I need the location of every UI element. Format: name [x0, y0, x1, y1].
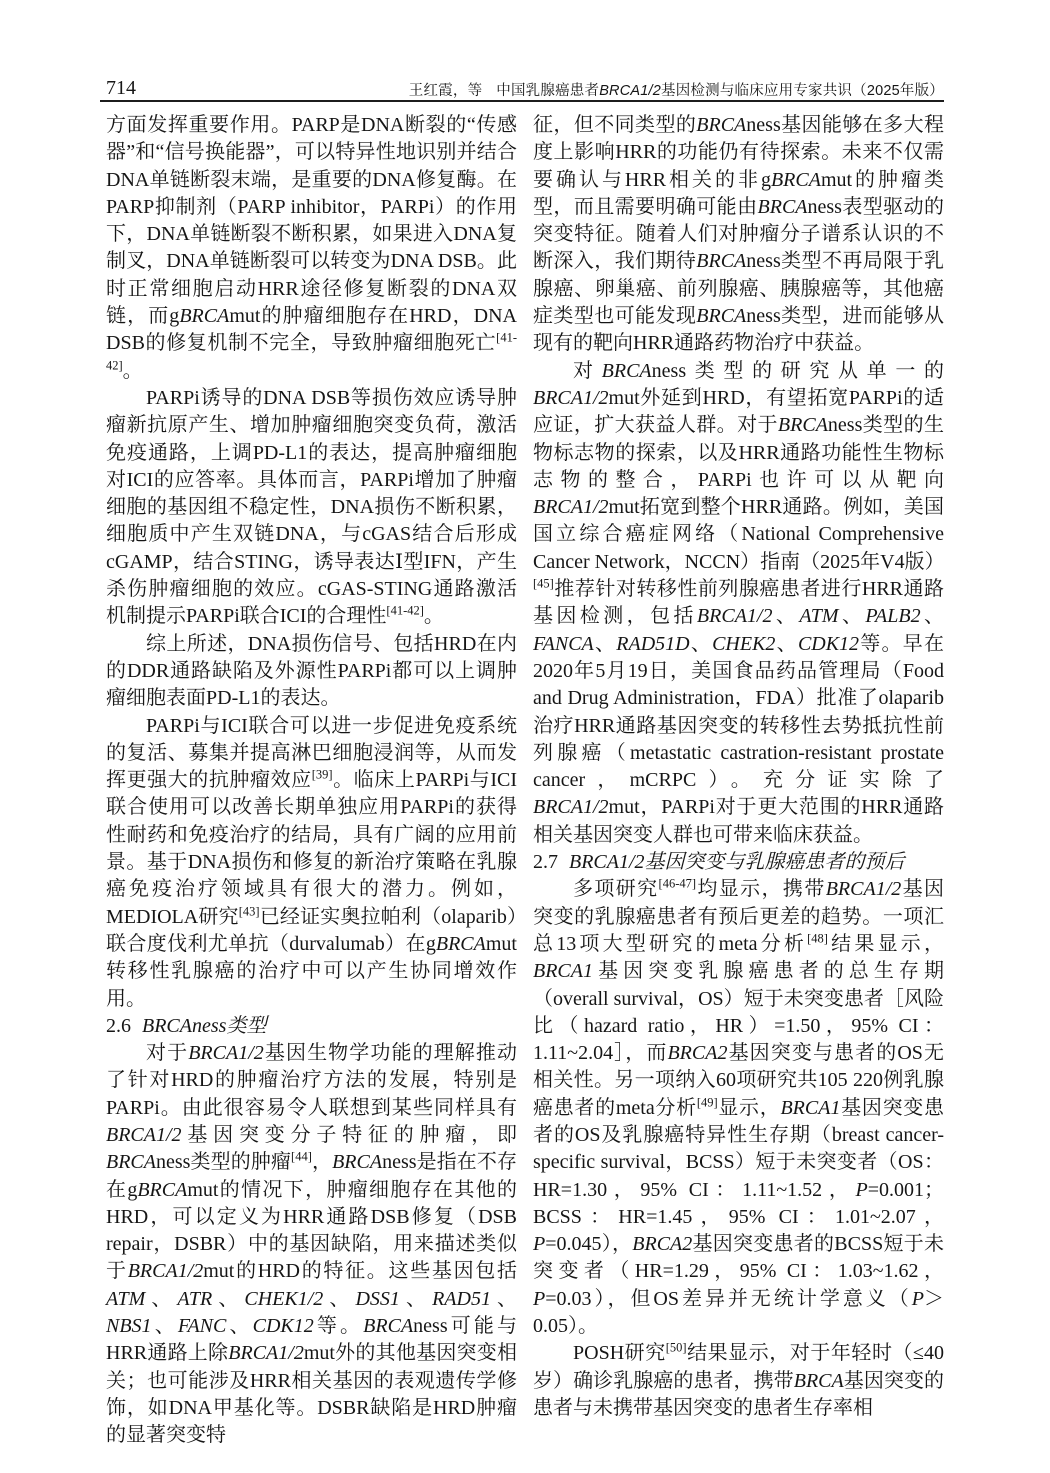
italic-text-segment: RAD51D [616, 632, 690, 655]
italic-text-segment: ness [192, 1014, 227, 1037]
text-segment: 均显示，携带 [696, 878, 826, 901]
italic-text-segment: BRCA1/2 [696, 605, 773, 628]
text-segment: POSH研究 [573, 1342, 666, 1365]
text-segment: mut的肿瘤细胞存在HRD，DNA DSB的修复机制不完全，导致肿瘤细胞死亡 [106, 305, 518, 355]
text-segment: 显示， [717, 1096, 781, 1119]
italic-text-segment: NBS1 [106, 1315, 152, 1338]
italic-text-segment: ATM [799, 605, 839, 628]
article-body [106, 112, 944, 1450]
text-segment: ness类型的研究从单一的 [651, 359, 944, 382]
italic-text-segment: BRCA1 [780, 1096, 841, 1119]
text-segment: 对于 [146, 1042, 189, 1065]
text-segment: mut的肿瘤类型，而且需要明确可能由 [533, 168, 944, 218]
text-segment: 方面发挥重要作用。PARP是DNA断裂的“传感器”和“信号换能器”，可以特异性地识别并结合DNA单链断裂末端，是重要的DNA修复酶。在PARP抑制剂（PARP inhibitor，PARPi）的作用下，DNA单链断裂不断积累，如果进入DNA复制叉，DNA单链断裂可以转变为DNA DSB。此时正常细胞启动HRR途径修复断裂的DNA双链，而g [106, 114, 517, 328]
text-segment: 、 [490, 1287, 518, 1310]
text-segment: 中国乳腺癌患者 [496, 82, 600, 99]
text-segment: 、 [151, 1315, 178, 1338]
text-segment: 基因突变与患者的OS无相关性。另一项纳入60项研究共105 220例乳腺癌患者的meta分析 [533, 1042, 944, 1119]
text-segment: 对 [573, 359, 602, 382]
paragraph [106, 1040, 517, 1449]
text-segment: =0.03），但OS差异并无统计学意义（ [545, 1287, 912, 1310]
paragraph [106, 385, 517, 631]
text-segment: 已经证实奥拉帕利（olaparib）联合度伐利尤单抗（durvalumab）在g [106, 905, 517, 955]
text-segment: ness基因能够在多大程度上影响HRR的功能仍有待探索。未来不仅需要确认与HRR相关的非g [533, 114, 944, 191]
paragraph [106, 631, 517, 713]
running-title [409, 84, 944, 99]
text-segment: 基因突变与乳腺癌患者的预后 [644, 851, 905, 874]
reference-superscript: [39] [311, 767, 333, 782]
section-heading [106, 1013, 517, 1040]
running-article-title [496, 83, 944, 99]
text-segment: 、 [323, 1287, 356, 1310]
section-heading [533, 849, 944, 876]
text-segment: mut的HRD的特征。这些基因包括 [203, 1260, 517, 1283]
text-segment: mut拓宽到整个HRR通路。例如，美国国立综合癌症网络（National Comprehensive Cancer Network，NCCN）指南（2025年V4版） [533, 496, 945, 573]
text-segment: 、 [145, 1287, 178, 1310]
header-rule [100, 100, 944, 102]
italic-text-segment: BRCA1/2 [599, 82, 662, 99]
text-segment: ness类型的生物标志物的探索，以及HRR通路功能性生物标志物的整合，PARPi也许可以从靶向 [533, 414, 945, 491]
italic-text-segment: BRCA [757, 195, 808, 218]
text-segment: 。临床上PARPi与ICI联合使用可以改善长期单独应用PARPi的获得性耐药和免疫治疗的结局，具有广阔的应用前景。基于DNA损伤和修复的新治疗策略在乳腺癌免疫治疗领域具有很大的潜力。例如，MEDIOLA研究 [106, 769, 518, 928]
italic-text-segment: BRCA [137, 1178, 188, 1201]
italic-text-segment: BRCA [601, 359, 652, 382]
paragraph [106, 713, 517, 1013]
text-segment: 基因生物学功能的理解推动了针对HRD的肿瘤治疗方法的发展，特别是PARPi。由此很容易令人联想到某些同样具有 [106, 1042, 518, 1119]
italic-text-segment: BRCA1/2 [825, 878, 902, 901]
italic-text-segment: BRCA1/2 [533, 386, 609, 409]
italic-text-segment: BRCA1/2 [188, 1042, 264, 1065]
right-column [533, 112, 944, 1450]
reference-superscript: [44] [291, 1149, 312, 1164]
text-segment: 基因突变的患者与未携带基因突变的患者生存率相 [533, 1369, 945, 1419]
text-segment: mut转移性乳腺癌的治疗中可以产生协同增效作用。 [106, 932, 517, 1010]
text-segment: 等。 [313, 1315, 364, 1338]
reference-superscript: [41-42] [106, 330, 517, 373]
text-segment: ， [311, 1151, 333, 1174]
italic-text-segment: BRCA1 [533, 960, 593, 983]
running-header [106, 70, 944, 98]
paragraph [533, 358, 944, 849]
running-authors: 王红霞，等 [408, 82, 483, 99]
text-segment: 。 [423, 605, 444, 628]
italic-text-segment: BRCA1/2 [228, 1342, 304, 1365]
italic-text-segment: BRCA [777, 414, 828, 437]
text-segment: mut外延到HRD，有望拓宽PARPi的适应证，扩大获益人群。对于 [533, 386, 944, 437]
text-segment: 征，但不同类型的 [533, 114, 697, 136]
left-column [106, 112, 517, 1450]
italic-text-segment: DSS1 [355, 1287, 400, 1310]
text-segment: ness类型的肿瘤 [156, 1151, 292, 1174]
text-segment: =0.045）， [545, 1233, 633, 1256]
italic-text-segment: P [533, 1233, 546, 1256]
italic-text-segment: BRCA1/2 [106, 1123, 182, 1146]
text-segment: 基因突变的乳腺癌患者有预后更差的趋势。一项汇总13项大型研究的meta分析 [533, 878, 945, 955]
text-segment: 2.7 [533, 851, 558, 874]
text-segment: 、 [399, 1287, 433, 1310]
text-segment: 推荐针对转移性前列腺癌患者进行HRR通路基因检测，包括 [533, 578, 944, 628]
text-segment: 基因突变分子特征的肿瘤，即 [181, 1123, 517, 1146]
italic-text-segment: BRCA [696, 250, 747, 273]
italic-text-segment: BRCA [770, 168, 821, 191]
italic-text-segment: BRCA [332, 1151, 383, 1174]
reference-superscript: [50] [665, 1340, 687, 1355]
italic-text-segment: BRCA [142, 1014, 192, 1037]
reference-superscript: [43] [238, 903, 260, 918]
text-segment: =0.001；BCSS：HR=1.45，95% CI：1.01~2.07， [533, 1178, 944, 1228]
reference-superscript: [49] [696, 1095, 718, 1110]
text-segment: 基因突变患者的BCSS短于未突变者（HR=1.29，95% CI：1.03~1.62， [533, 1233, 944, 1283]
italic-text-segment: BRCA1/2 [533, 496, 609, 519]
text-segment: ness类型，进而能够从现有的靶向HRR通路药物治疗中获益。 [533, 305, 944, 355]
text-segment: ＞0.05）。 [533, 1287, 944, 1338]
italic-text-segment: P [533, 1287, 546, 1310]
italic-text-segment: RAD51 [432, 1287, 491, 1310]
italic-text-segment: P [855, 1178, 868, 1201]
text-segment: mut外的其他基因突变相关；也可能涉及HRR相关基因的表观遗传学修饰，如DNA甲基化等。DSBR缺陷是HRD肿瘤的显著突变特 [106, 1342, 518, 1447]
italic-text-segment: CDK12 [797, 632, 860, 655]
reference-superscript: [45] [533, 576, 554, 591]
text-segment: 类型 [226, 1014, 267, 1037]
italic-text-segment: BRCA [363, 1315, 414, 1338]
text-segment: 结果显示，对于年轻时（≤40岁）确诊乳腺癌的患者，携带 [533, 1342, 944, 1392]
reference-superscript: [46-47] [658, 876, 697, 891]
text-segment: 、 [226, 1315, 253, 1338]
text-segment: PARPi与ICI联合可以进一步促进免疫系统的复活、募集并提高淋巴细胞浸润等，从而发挥更强大的抗肿瘤效应 [106, 714, 517, 792]
italic-text-segment: BRCA [696, 305, 747, 328]
paragraph [533, 876, 944, 1340]
italic-text-segment: BRCA [793, 1369, 844, 1392]
paragraph [533, 112, 944, 358]
paragraph [106, 112, 517, 385]
text-segment: ness类型不再局限于乳腺癌、卵巢癌、前列腺癌、胰腺癌等，其他癌症类型也可能发现 [533, 250, 944, 328]
italic-text-segment: BRCA1/2 [533, 796, 609, 819]
italic-text-segment: ATR [177, 1287, 213, 1310]
text-segment: PARPi诱导的DNA DSB等损伤效应诱导肿瘤新抗原产生、增加肿瘤细胞突变负荷，激活免疫通路，上调PD-L1的表达，提高肿瘤细胞对ICI的应答率。具体而言，PARPi增加了肿瘤细胞的基因组不稳定性，DNA损伤不断积累，细胞质中产生双链DNA，与cGAS结合后形成cGAMP，结合STING，诱导表达Ⅰ型IFN，产生杀伤肿瘤细胞的效应。cGAS-STING通路激活机制提示PARPi联合ICI的合理性 [106, 386, 517, 628]
text-segment: ness表型驱动的突变特征。随着人们对肿瘤分子谱系认识的不断深入，我们期待 [533, 195, 945, 273]
page-number: 714 [106, 77, 136, 99]
text-segment: 基因检测与临床应用专家共识（2025年版） [661, 82, 944, 99]
italic-text-segment: P [911, 1287, 924, 1310]
italic-text-segment: FANC [177, 1315, 227, 1338]
text-segment: 、 [838, 605, 866, 628]
text-segment: 、 [689, 632, 713, 655]
italic-text-segment: BRCA1/2 [569, 851, 645, 874]
reference-superscript: [48] [807, 931, 828, 946]
italic-text-segment: FANCA [533, 632, 594, 655]
text-segment: 、 [593, 632, 617, 655]
text-segment: 结果显示， [827, 932, 944, 955]
italic-text-segment: BRCA2 [632, 1233, 693, 1256]
text-segment: 综上所述，DNA损伤信号、包括HRD在内的DDR通路缺陷及外源性PARPi都可以上调肿瘤细胞表面PD-L1的表达。 [106, 632, 517, 710]
italic-text-segment: PALB2 [865, 605, 921, 628]
italic-text-segment: BRCA2 [667, 1042, 728, 1065]
text-segment: 基因突变乳腺癌患者的总生存期（overall survival，OS）短于未突变患者［风险比（hazard ratio，HR）=1.50，95% CI：1.11~2.04］，而 [533, 960, 944, 1065]
italic-text-segment: CDK12 [252, 1315, 314, 1338]
italic-text-segment: BRCA [179, 305, 230, 328]
italic-text-segment: CHEK2 [712, 632, 776, 655]
text-segment: 基因突变患者的OS及乳腺癌特异性生存期（breast cancer-specific survival，BCSS）短于未突变者（OS：HR=1.30，95% CI：1.11~1.52， [533, 1096, 944, 1201]
text-segment: 、 [772, 605, 800, 628]
text-segment: 、 [775, 632, 798, 655]
text-segment: 2.6 [106, 1014, 131, 1037]
text-segment: 、 [920, 605, 945, 628]
paragraph [533, 1340, 944, 1422]
italic-text-segment: BRCA1/2 [127, 1260, 204, 1283]
text-segment: 。 [122, 359, 143, 382]
text-segment: 、 [212, 1287, 245, 1310]
italic-text-segment: BRCA [435, 932, 486, 955]
text-segment: mut，PARPi对于更大范围的HRR通路相关基因突变人群也可带来临床获益。 [533, 796, 944, 846]
text-segment: mut的情况下，肿瘤细胞存在其他的HRD，可以定义为HRR通路DSB修复（DSB repair，DSBR）中的基因缺陷，用来描述类似于 [106, 1178, 517, 1283]
text-segment: ness可能与HRR通路上除 [106, 1315, 518, 1365]
text-segment: 等。早在2020年5月19日，美国食品药品管理局（Food and Drug Administration，FDA）批准了olaparib治疗HRR通路基因突变的转移性去势抵抗性前列腺癌（metastatic castration-resistant prostate cancer，mCRPC）。充分证实除了 [533, 632, 945, 792]
italic-text-segment: BRCA [696, 114, 747, 136]
italic-text-segment: ATM [106, 1287, 146, 1310]
italic-text-segment: BRCA [106, 1151, 156, 1174]
text-segment: ness是指在不存在g [106, 1151, 517, 1201]
text-segment: 多项研究 [573, 878, 659, 901]
italic-text-segment: CHEK1/2 [244, 1287, 324, 1310]
reference-superscript: [41-42] [386, 603, 424, 618]
